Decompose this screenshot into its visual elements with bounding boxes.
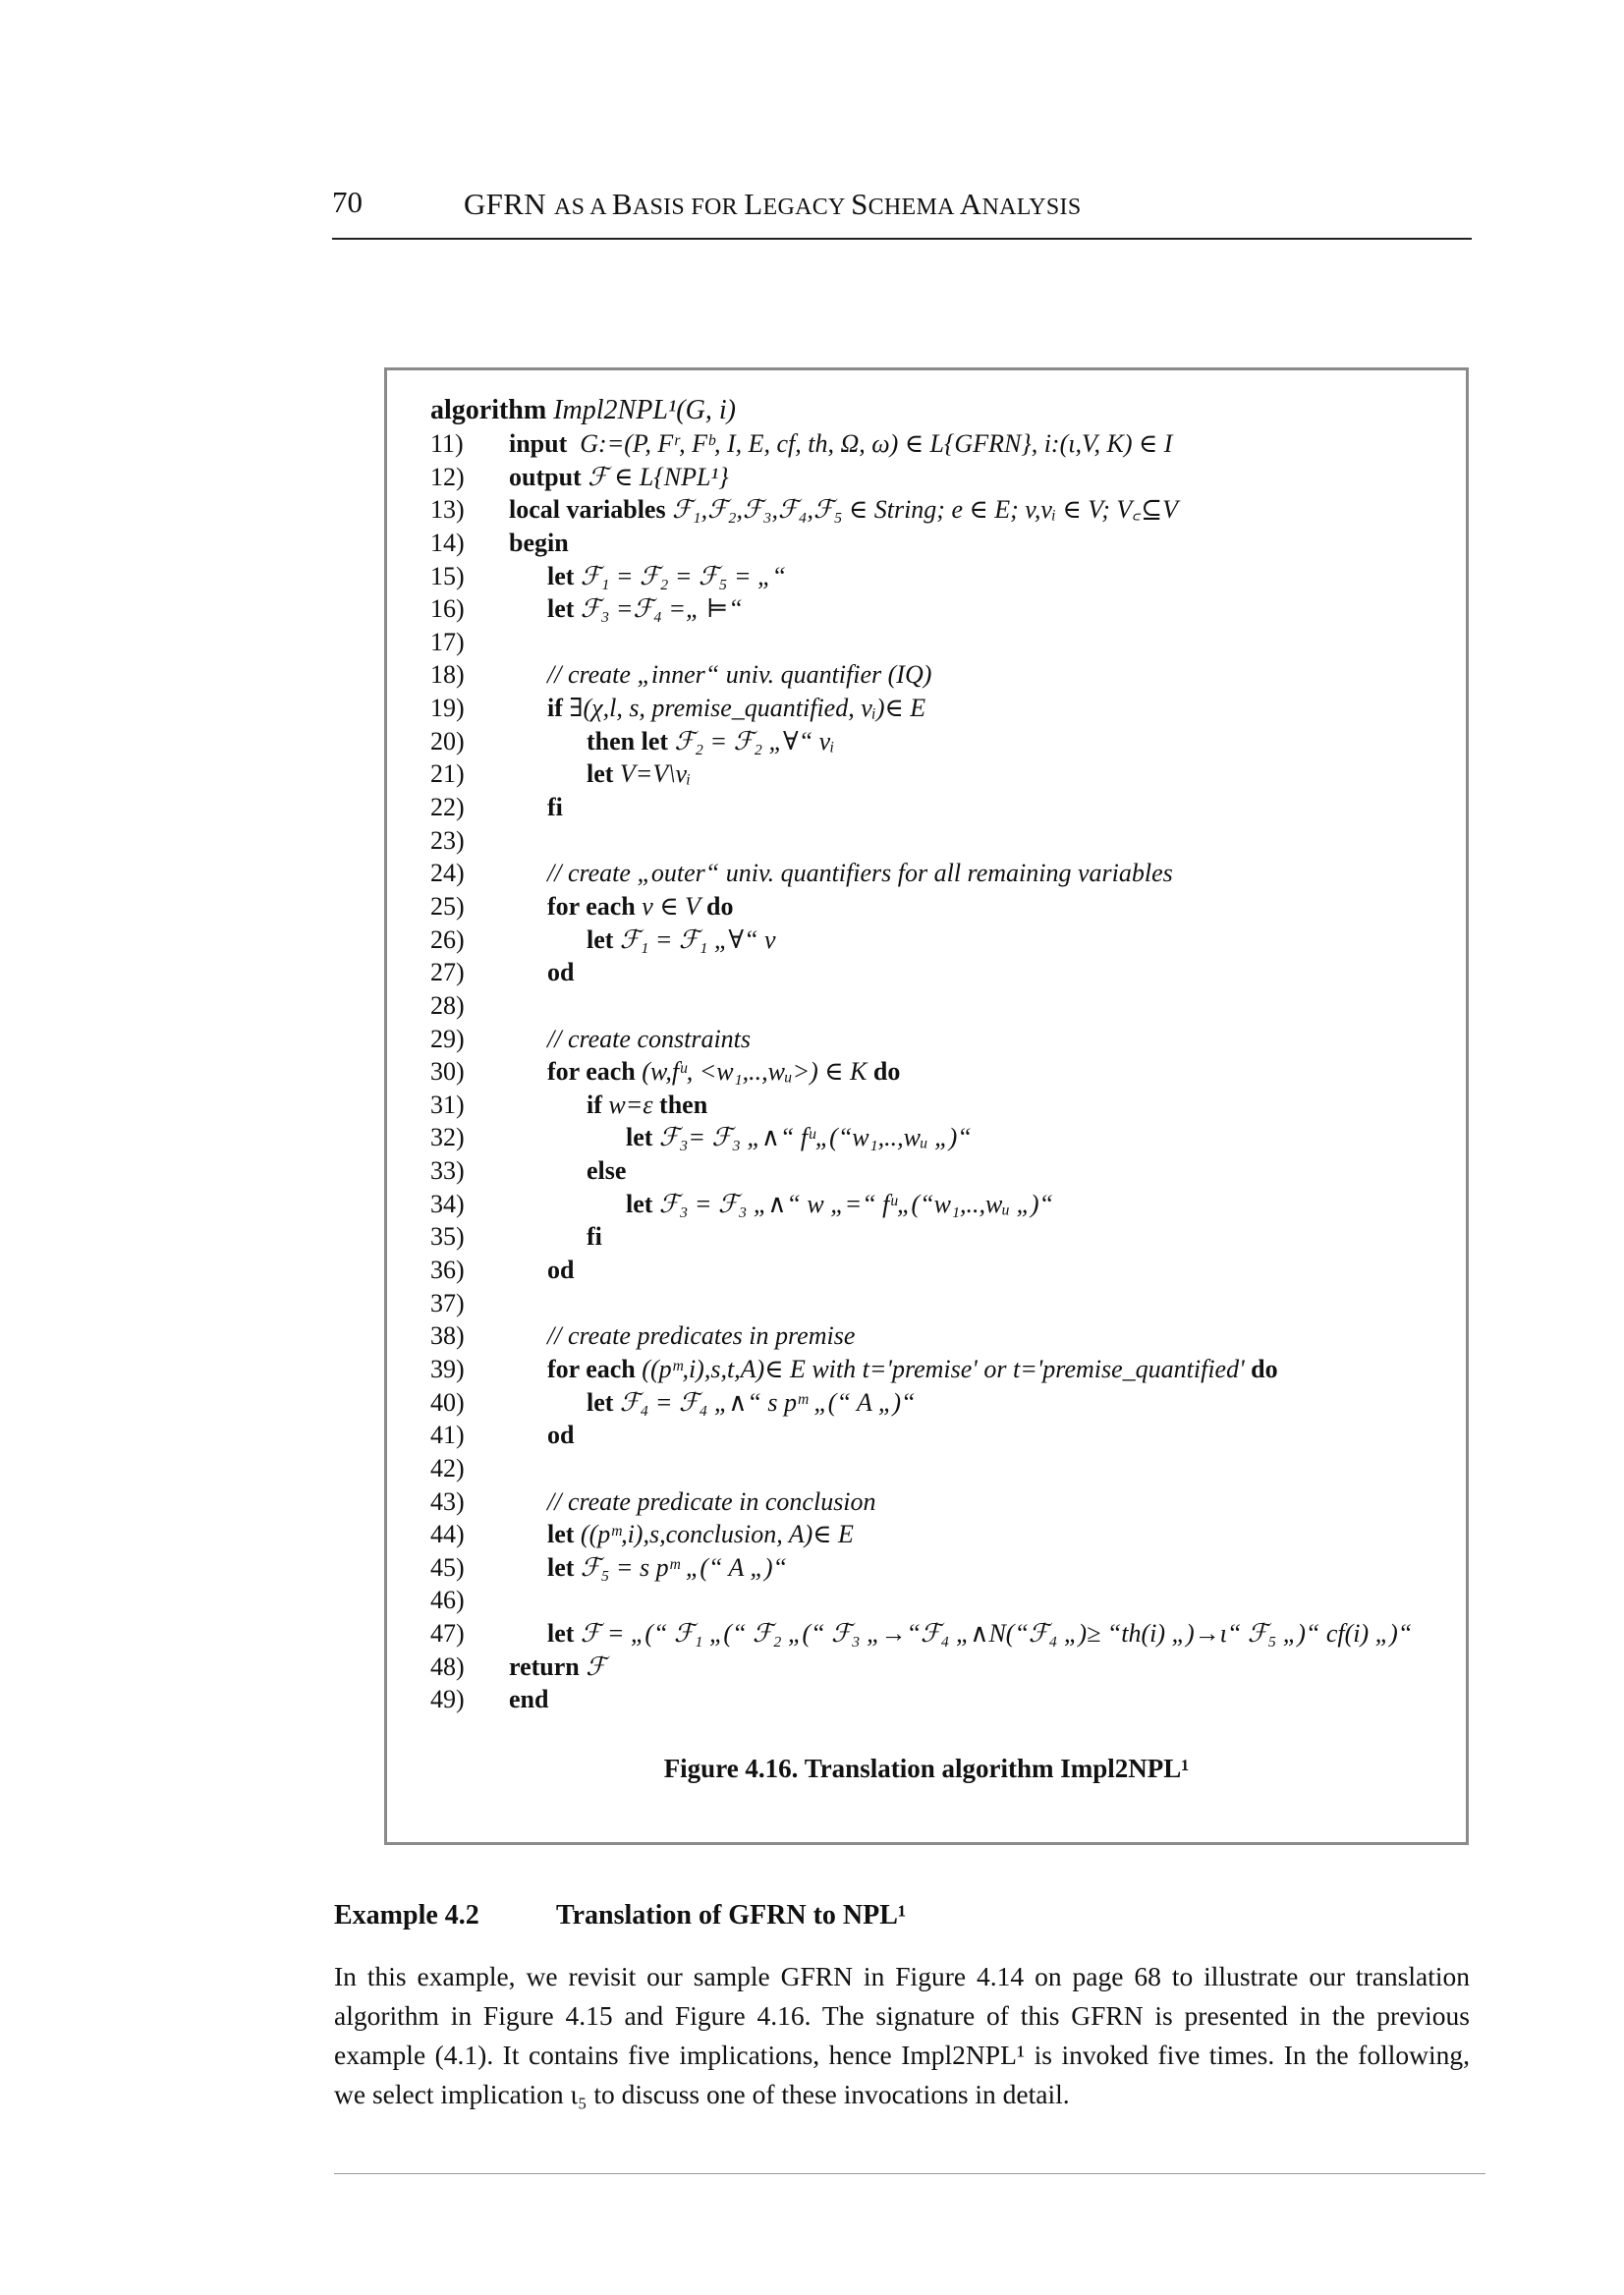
line-expression: ℱ₂ = ℱ₂ „∀“ vᵢ: [668, 726, 835, 756]
line-number: 41): [430, 1421, 465, 1450]
line-code: [509, 592, 743, 626]
line-code: [509, 1023, 751, 1056]
figure-caption: Figure 4.16. Translation algorithm Impl2NPL¹: [663, 1754, 1190, 1783]
line-expression: ℱ₃ =ℱ₄ =„ ⊨“: [574, 594, 743, 624]
line-number: 17): [430, 627, 465, 656]
line-number: 21): [430, 759, 465, 789]
line-expression: // create predicate in conclusion: [547, 1486, 876, 1516]
footer-divider: [334, 2173, 1485, 2174]
line-number: 15): [430, 561, 465, 590]
line-number: 33): [430, 1156, 465, 1186]
algorithm-line: [430, 1254, 1452, 1287]
line-expression: w=ε: [601, 1090, 660, 1119]
line-expression: G:=(P, Fʳ, Fᵇ, I, E, cf, th, Ω, ω) ∈ L{GFRN}, i:(ι,V, K) ∈ I: [567, 429, 1173, 458]
algorithm-line: [430, 1452, 1452, 1485]
line-number: 42): [430, 1453, 465, 1483]
line-code: [509, 1121, 972, 1154]
line-number: 48): [430, 1651, 465, 1681]
line-number: 29): [430, 1024, 465, 1053]
line-expression: ℱ: [579, 1651, 606, 1681]
line-expression: // create predicates in premise: [547, 1321, 856, 1351]
line-number: 32): [430, 1123, 465, 1152]
line-keyword: let: [626, 1189, 653, 1218]
algorithm-line: [430, 890, 1452, 924]
line-code: [509, 493, 1178, 527]
running-title: GFRN AS A BASIS FOR LEGACY SCHEMA ANALYSIS: [464, 187, 1082, 221]
line-number: 45): [430, 1552, 465, 1582]
algorithm-line: [430, 1617, 1452, 1651]
line-number: 22): [430, 793, 465, 822]
line-code: [509, 1055, 900, 1089]
line-keyword-end: do: [705, 891, 734, 921]
algorithm-line: [430, 1518, 1452, 1551]
line-expression: V=V\vᵢ: [613, 759, 692, 789]
line-number: 18): [430, 660, 465, 690]
line-keyword: end: [509, 1685, 549, 1714]
algorithm-title: [430, 394, 736, 427]
algorithm-line: [430, 1419, 1452, 1452]
line-expression: // create „outer“ univ. quantifiers for all remaining variables: [547, 859, 1173, 888]
line-code: [509, 1485, 876, 1519]
line-number: 25): [430, 891, 465, 921]
algorithm-line: [430, 1154, 1452, 1188]
line-code: [509, 1518, 854, 1551]
example-label: Example 4.2: [334, 1900, 479, 1931]
algorithm-line: [430, 427, 1452, 461]
line-number: 16): [430, 594, 465, 624]
algorithm-line: [430, 461, 1452, 494]
line-code: [509, 1188, 1053, 1221]
line-keyword: let: [626, 1123, 653, 1152]
page-number: 70: [332, 185, 363, 219]
algorithm-line: [430, 1551, 1452, 1585]
line-code: [509, 757, 691, 791]
line-number: 14): [430, 528, 465, 557]
line-keyword: fi: [547, 793, 563, 822]
line-code: [509, 1319, 855, 1353]
line-code: [509, 924, 776, 957]
line-number: 35): [430, 1222, 465, 1252]
line-number: 40): [430, 1387, 465, 1417]
line-keyword-end: do: [1251, 1354, 1278, 1383]
line-code: [509, 1386, 915, 1420]
line-keyword: let: [547, 594, 575, 624]
line-keyword: output: [509, 462, 582, 491]
line-number: 28): [430, 990, 465, 1020]
line-code: [509, 692, 925, 725]
line-code: [509, 461, 729, 494]
line-number: 24): [430, 859, 465, 888]
line-keyword: let: [547, 1619, 575, 1649]
line-number: 46): [430, 1586, 465, 1615]
line-number: 39): [430, 1354, 465, 1383]
line-expression: ℱ₃= ℱ₃ „∧“ fᵘ„(“w₁,..,wᵤ „)“: [652, 1123, 972, 1152]
algorithm-line: [430, 1089, 1452, 1122]
line-keyword: let: [587, 924, 614, 954]
line-keyword: od: [547, 1421, 575, 1450]
algorithm-line: [430, 1055, 1452, 1089]
line-code: [509, 1683, 548, 1716]
algorithm-line: [430, 1485, 1452, 1519]
line-keyword-end: then: [659, 1090, 708, 1119]
algorithm-line: [430, 658, 1452, 692]
line-keyword: let: [587, 1387, 614, 1417]
line-expression: ∃(χ,l, s, premise_quantified, vᵢ)∈ E: [562, 694, 926, 723]
line-expression: v ∈ V: [635, 891, 706, 921]
algorithm-line: [430, 1121, 1452, 1154]
algorithm-line: [430, 924, 1452, 957]
algorithm-line: [430, 527, 1452, 560]
line-number: 37): [430, 1288, 465, 1317]
line-code: [509, 1419, 574, 1452]
line-code: [509, 1651, 606, 1684]
line-expression: ((pᵐ,i),s,t,A)∈ E with t='premise' or t='premise_quantified': [635, 1354, 1252, 1383]
algorithm-line: [430, 824, 1452, 858]
algorithm-line: [430, 1287, 1452, 1320]
example-paragraph: In this example, we revisit our sample GFRN in Figure 4.14 on page 68 to illustrate our translation algorithm in Figure 4.15 and Figure 4.16. The signature of this GFRN is presented in the previous example (4.1). It contains five implications, hence Impl2NPL¹ is invoked five times. In the following, we select implication ι₅ to discuss one of these invocations in detail.: [334, 1961, 1470, 2109]
algorithm-name: Impl2NPL¹(G, i): [553, 395, 736, 425]
line-keyword: let: [587, 759, 614, 789]
line-expression: ℱ₁ = ℱ₁ „∀“ v: [613, 924, 776, 954]
algorithm-line: [430, 725, 1452, 758]
line-expression: ((pᵐ,i),s,conclusion, A)∈ E: [574, 1520, 854, 1549]
algorithm-line: [430, 493, 1452, 527]
line-expression: // create „inner“ univ. quantifier (IQ): [547, 660, 932, 690]
line-code: [509, 427, 1172, 461]
algorithm-line: [430, 560, 1452, 593]
line-number: 30): [430, 1057, 465, 1087]
line-expression: ℱ = „(“ ℱ₁ „(“ ℱ₂ „(“ ℱ₃ „→“ℱ₄ „∧N(“ℱ₄ „)≥ “th(i) „)→ι“ ℱ₅ „)“ cf(i) „)“: [574, 1619, 1413, 1649]
line-keyword: od: [547, 1256, 575, 1285]
algorithm-line: [430, 857, 1452, 890]
line-number: 31): [430, 1090, 465, 1119]
line-code: [509, 857, 1173, 890]
line-code: [509, 658, 931, 692]
algorithm-line: [430, 1188, 1452, 1221]
line-number: 49): [430, 1685, 465, 1714]
line-number: 19): [430, 694, 465, 723]
running-header: [332, 185, 1472, 240]
line-keyword: return: [509, 1651, 580, 1681]
line-code: [509, 527, 569, 560]
line-expression: ℱ₁ = ℱ₂ = ℱ₅ = „“: [574, 561, 786, 590]
line-code: [509, 1254, 574, 1287]
line-code: [509, 791, 563, 824]
line-keyword: let: [547, 1520, 575, 1549]
line-code: [509, 560, 786, 593]
line-keyword: begin: [509, 528, 569, 557]
algorithm-line: [430, 757, 1452, 791]
line-code: [509, 1617, 1412, 1651]
line-number: 47): [430, 1619, 465, 1649]
algorithm-line: [430, 1023, 1452, 1056]
line-number: 23): [430, 825, 465, 855]
algorithm-line: [430, 1319, 1452, 1353]
algorithm-line: [430, 1584, 1452, 1617]
line-number: 12): [430, 462, 465, 491]
line-code: [509, 1154, 626, 1188]
line-number: 11): [430, 429, 464, 458]
line-keyword: for each: [547, 1057, 636, 1087]
example-title: Translation of GFRN to NPL¹: [556, 1900, 907, 1931]
line-keyword: for each: [547, 891, 636, 921]
line-keyword: local variables: [509, 495, 666, 525]
line-number: 43): [430, 1486, 465, 1516]
algorithm-line: [430, 692, 1452, 725]
line-keyword: od: [547, 958, 575, 987]
line-expression: ℱ₄ = ℱ₄ „∧“ s pᵐ „(“ A „)“: [613, 1387, 916, 1417]
algorithm-figure: [384, 367, 1469, 1845]
line-expression: ℱ₃ = ℱ₃ „∧“ w „=“ fᵘ„(“w₁,..,wᵤ „)“: [652, 1189, 1054, 1218]
algorithm-line: [430, 1386, 1452, 1420]
algorithm-line: [430, 1353, 1452, 1386]
line-expression: ℱ ∈ L{NPL¹}: [581, 462, 729, 491]
line-keyword: fi: [587, 1222, 602, 1252]
algorithm-line: [430, 1683, 1452, 1716]
line-number: 27): [430, 958, 465, 987]
algorithm-line: [430, 989, 1452, 1023]
line-code: [509, 890, 733, 924]
line-keyword: if: [547, 694, 563, 723]
algorithm-lines: [430, 427, 1452, 1716]
line-keyword: if: [587, 1090, 602, 1119]
line-number: 44): [430, 1520, 465, 1549]
algorithm-line: [430, 592, 1452, 626]
algorithm-line: [430, 626, 1452, 659]
line-keyword: let: [547, 1552, 575, 1582]
line-expression: // create constraints: [547, 1024, 752, 1053]
algorithm-line: [430, 791, 1452, 824]
line-number: 38): [430, 1321, 465, 1351]
algorithm-line: [430, 1220, 1452, 1254]
algorithm-keyword: algorithm: [430, 395, 547, 425]
algorithm-line: [430, 1651, 1452, 1684]
line-number: 20): [430, 726, 465, 756]
line-keyword: then let: [587, 726, 669, 756]
line-keyword: input: [509, 429, 568, 458]
line-number: 26): [430, 924, 465, 954]
line-keyword: let: [547, 561, 575, 590]
algorithm-line: [430, 956, 1452, 989]
line-code: [509, 956, 574, 989]
line-number: 13): [430, 495, 465, 525]
line-expression: ℱ₅ = s pᵐ „(“ A „)“: [574, 1552, 788, 1582]
line-expression: ℱ₁,ℱ₂,ℱ₃,ℱ₄,ℱ₅ ∈ String; e ∈ E; v,vᵢ ∈ V; V꜀⊆V: [665, 495, 1178, 525]
line-code: [509, 1353, 1278, 1386]
line-code: [509, 1551, 787, 1585]
line-number: 34): [430, 1189, 465, 1218]
line-code: [509, 725, 834, 758]
line-keyword: for each: [547, 1354, 636, 1383]
line-number: 36): [430, 1256, 465, 1285]
line-keyword: else: [587, 1156, 627, 1186]
line-keyword-end: do: [872, 1057, 901, 1087]
line-expression: (w,fᵘ, <w₁,..,wᵤ>) ∈ K: [635, 1057, 873, 1087]
line-code: [509, 1220, 602, 1254]
line-code: [509, 1089, 707, 1122]
